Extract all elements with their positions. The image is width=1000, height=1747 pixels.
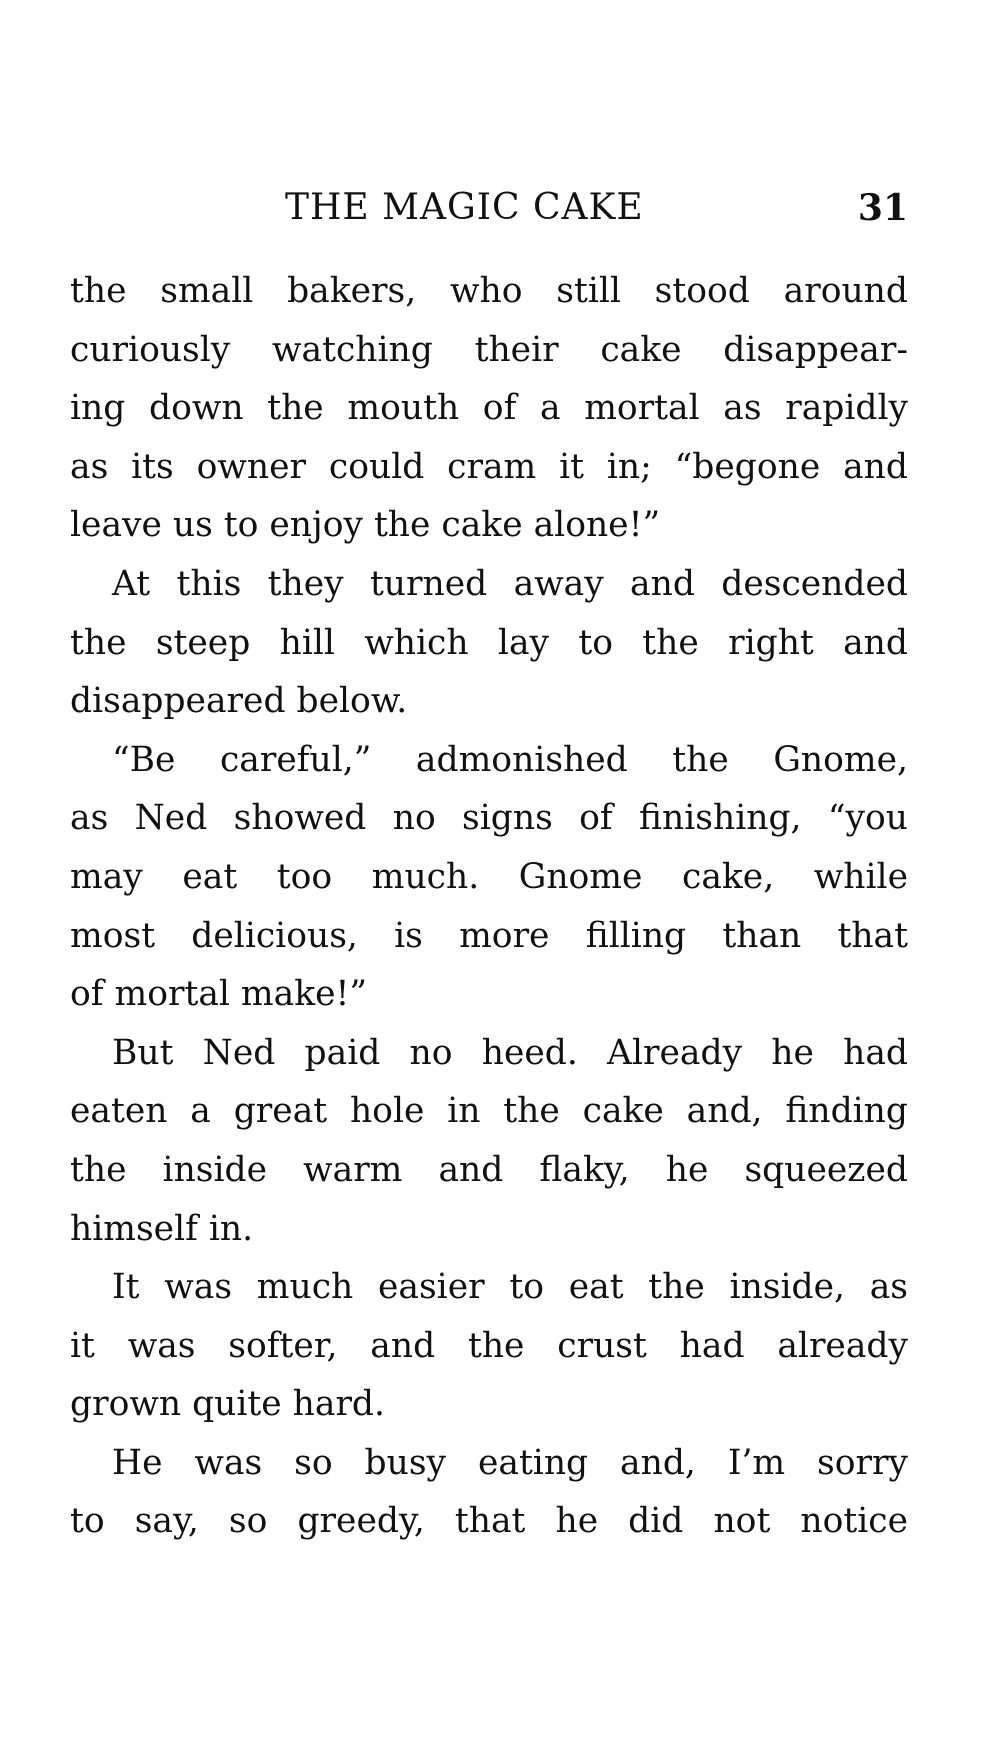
text-line: disappeared below.	[70, 681, 408, 722]
text-line: He was so busy eating and, I’m sorry	[112, 1442, 908, 1483]
page-header	[70, 183, 908, 233]
text-line: himself in.	[70, 1208, 254, 1249]
text-line: most delicious, is more filling than that	[70, 915, 908, 956]
text-line: “Be careful,” admonished the Gnome,	[112, 739, 908, 780]
text-line: as Ned showed no signs of finishing, “you	[70, 798, 908, 839]
text-line: of mortal make!”	[70, 974, 368, 1015]
text-line: the small bakers, who still stood around	[70, 271, 908, 311]
text-line: curiously watching their cake disappear-	[70, 329, 908, 370]
page-number: 31	[857, 187, 908, 229]
text-line: leave us to enjoy the cake alone!”	[70, 505, 661, 546]
text-line: It was much easier to eat the inside, as	[112, 1267, 908, 1308]
text-line: the inside warm and flaky, he squeezed	[70, 1149, 908, 1190]
text-line: to say, so greedy, that he did not notice	[70, 1501, 908, 1542]
text-line: as its owner could cram it in; “begone and	[70, 446, 908, 487]
text-line: eaten a great hole in the cake and, finding	[70, 1091, 908, 1132]
text-line: grown quite hard.	[70, 1384, 385, 1425]
running-title: THE MAGIC CAKE	[285, 187, 644, 228]
body-text	[70, 262, 908, 1551]
text-line: it was softer, and the crust had already	[70, 1325, 908, 1366]
text-line: ing down the mouth of a mortal as rapidly	[70, 388, 908, 429]
text-line: At this they turned away and descended	[112, 563, 908, 604]
text-line: may eat too much. Gnome cake, while	[70, 856, 908, 897]
text-line: the steep hill which lay to the right and	[70, 622, 908, 663]
text-line: But Ned paid no heed. Already he had	[112, 1032, 908, 1073]
